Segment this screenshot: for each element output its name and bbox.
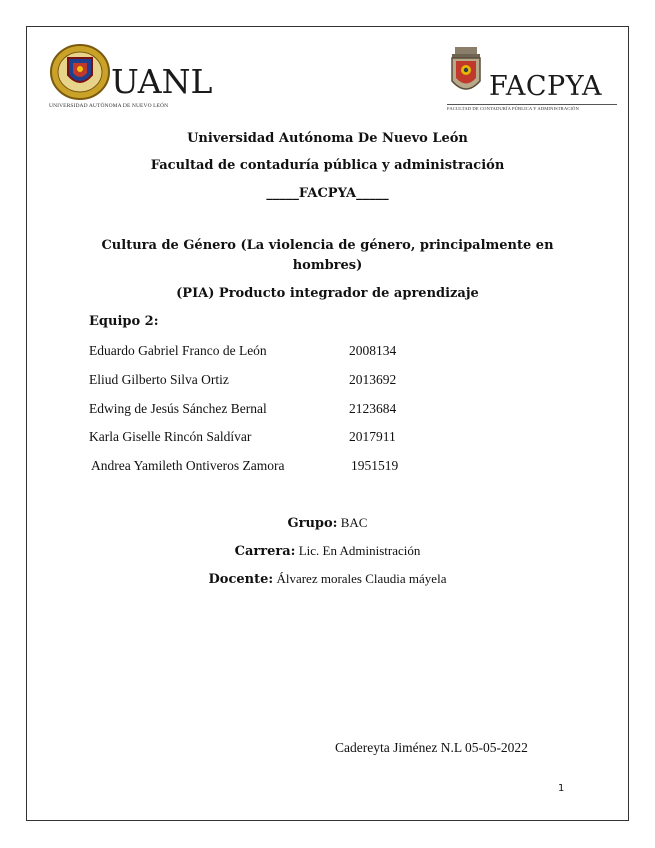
team-member-row <box>89 372 397 388</box>
member-id: 1951519 <box>351 458 399 473</box>
career-line <box>27 543 628 559</box>
facpya-rule <box>447 104 617 105</box>
group-value: BAC <box>337 515 368 530</box>
facpya-title: _____FACPYA_____ <box>266 186 389 201</box>
career-value: Lic. En Administración <box>295 543 421 558</box>
member-id: 2123684 <box>349 401 397 416</box>
group-label: Grupo: <box>287 516 338 531</box>
teacher-label: Docente: <box>208 572 274 587</box>
uanl-logo-text: UANL <box>111 62 213 101</box>
facpya-seal-icon <box>447 45 485 97</box>
member-name: Eduardo Gabriel Franco de León <box>89 343 267 358</box>
team-label: Equipo 2: <box>89 314 159 329</box>
page-number: 1 <box>558 783 565 794</box>
member-name: Karla Giselle Rincón Saldívar <box>89 429 252 444</box>
topic-line-2: hombres) <box>292 258 363 273</box>
uanl-subtitle: UNIVERSIDAD AUTÓNOMA DE NUEVO LEÓN <box>49 103 169 109</box>
faculty-title: Facultad de contaduría pública y administración <box>150 158 505 173</box>
member-id: 2017911 <box>349 429 396 444</box>
facpya-logo-text: FACPYA <box>489 71 602 102</box>
member-name: Eliud Gilberto Silva Ortiz <box>89 372 229 387</box>
member-name: Andrea Yamileth Ontiveros Zamora <box>91 458 285 473</box>
team-member-row <box>91 458 399 474</box>
product-title: (PIA) Producto integrador de aprendizaje <box>176 286 479 301</box>
team-member-row <box>89 429 396 445</box>
team-member-row <box>89 343 397 359</box>
member-id: 2008134 <box>349 343 397 358</box>
group-line <box>27 515 628 531</box>
member-name: Edwing de Jesús Sánchez Bernal <box>89 401 267 416</box>
career-label: Carrera: <box>234 544 296 559</box>
topic-line-1: Cultura de Género (La violencia de género, principalmente en <box>101 238 554 253</box>
teacher-line <box>27 571 628 587</box>
team-member-row <box>89 401 397 417</box>
facpya-subtitle: FACULTAD DE CONTADURÍA PÚBLICA Y ADMINISTRACIÓN <box>447 106 579 111</box>
document-page <box>26 26 629 821</box>
uanl-seal-icon <box>49 43 111 101</box>
teacher-value: Álvarez morales Claudia máyela <box>273 571 447 586</box>
member-id: 2013692 <box>349 372 397 387</box>
place-date: Cadereyta Jiménez N.L 05-05-2022 <box>335 740 528 755</box>
university-title: Universidad Autónoma De Nuevo León <box>187 131 468 146</box>
